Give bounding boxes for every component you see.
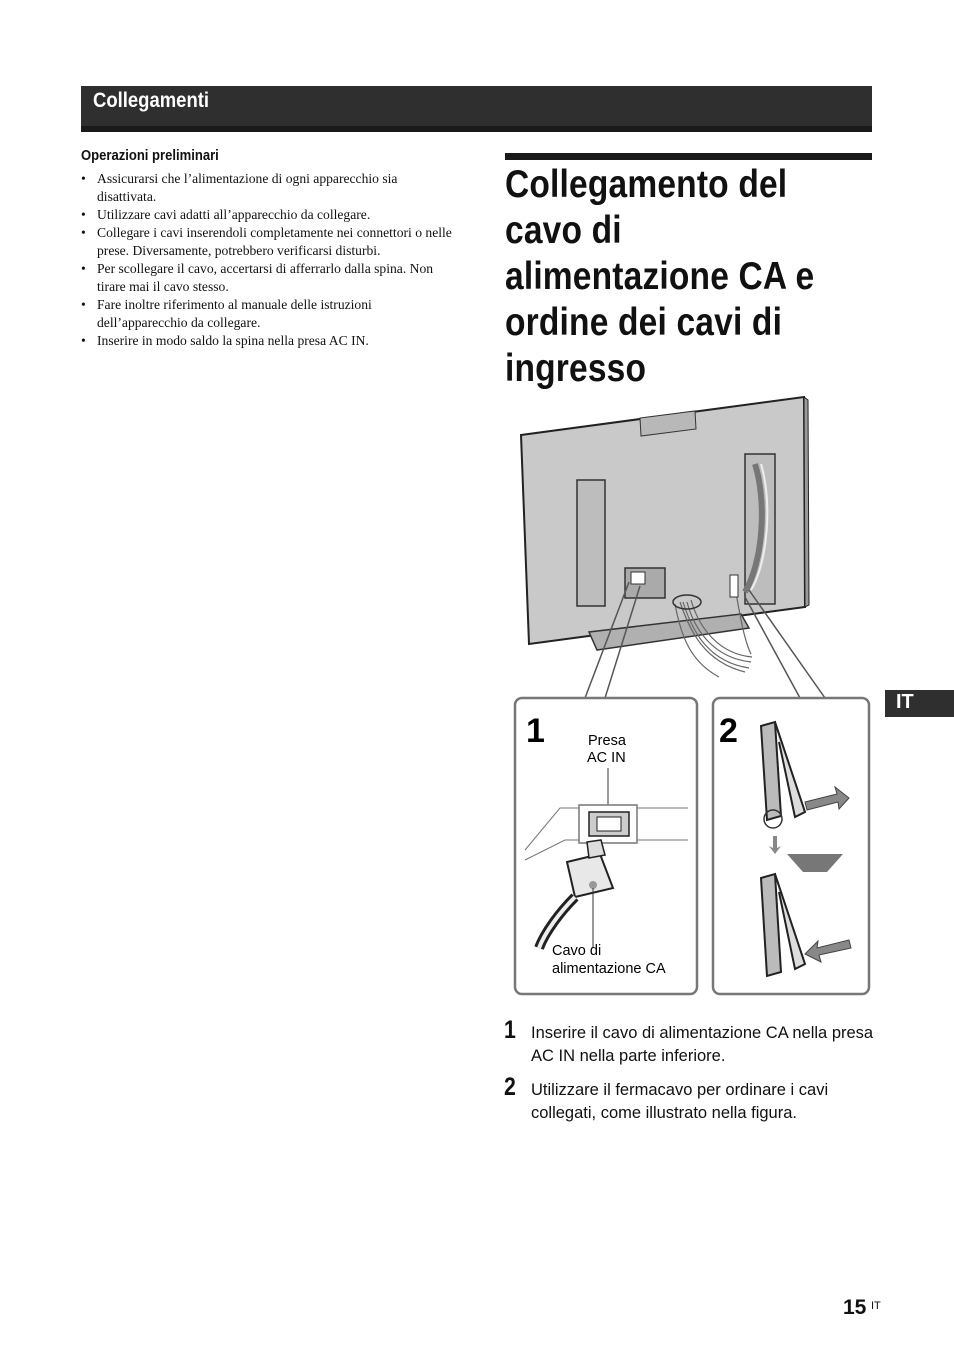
steps-list — [504, 1016, 885, 1136]
cable-label-line1: Cavo di — [552, 943, 602, 959]
preliminary-list — [81, 170, 456, 350]
preliminary-heading: Operazioni preliminari — [81, 148, 219, 164]
list-item: • Assicurarsi che l’alimentazione di ogni apparecchio sia disattivata. — [81, 171, 398, 204]
page-number-suffix: IT — [871, 1300, 881, 1312]
list-item: • Fare inoltre riferimento al manuale delle istruzioni dell’apparecchio da collegare. — [81, 297, 372, 330]
step-2 — [504, 1073, 885, 1125]
cable-label-line2: alimentazione CA — [552, 961, 666, 977]
step-text: Utilizzare il fermacavo per ordinare i cavi collegati, come illustrato nella figura. — [531, 1081, 829, 1122]
language-tab — [885, 690, 954, 717]
section-header-underline — [81, 126, 872, 132]
list-item: • Inserire in modo saldo la spina nella presa AC IN. — [81, 333, 369, 348]
list-item: • Per scollegare il cavo, accertarsi di afferrarlo dalla spina. Non tirare mai il cavo stesso. — [81, 261, 434, 294]
page-title: Collegamento del cavo di alimentazione CA e ordine dei cavi di ingresso — [505, 163, 815, 390]
step-text: Inserire il cavo di alimentazione CA nella presa AC IN nella parte inferiore. — [531, 1024, 874, 1065]
list-item: • Utilizzare cavi adatti all’apparecchio da collegare. — [81, 207, 371, 222]
step-number: 2 — [504, 1073, 516, 1101]
step-number: 1 — [504, 1016, 516, 1044]
page-number: 15 — [843, 1296, 867, 1319]
socket-label-line2: AC IN — [587, 750, 626, 766]
list-item: • Collegare i cavi inserendoli completamente nei connettori o nelle prese. Diversamente, potrebbero verificarsi disturbi. — [81, 225, 452, 258]
language-label: IT — [896, 691, 914, 713]
title-rule — [505, 153, 872, 160]
tv-rear-illustration — [505, 392, 875, 998]
panel-1-number: 1 — [526, 712, 545, 750]
section-title: Collegamenti — [93, 89, 210, 112]
socket-label-line1: Presa — [588, 733, 626, 749]
panel-2-number: 2 — [719, 712, 738, 750]
step-1 — [504, 1016, 885, 1068]
